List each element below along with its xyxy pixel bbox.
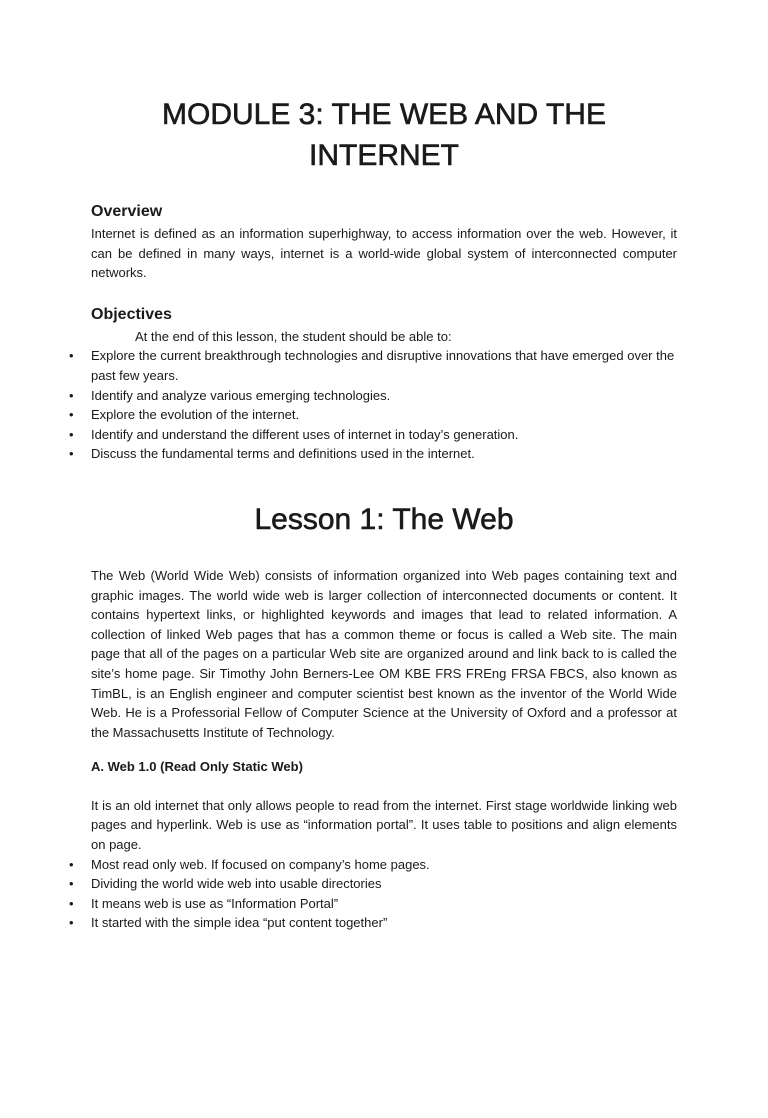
list-item bbox=[69, 444, 677, 464]
overview-heading: Overview bbox=[91, 203, 163, 220]
list-item-text: Explore the evolution of the internet. bbox=[91, 407, 300, 423]
document-page bbox=[0, 94, 768, 1118]
list-item bbox=[69, 386, 677, 406]
list-item-text: Identify and understand the different uses of internet in today’s generation. bbox=[91, 426, 519, 442]
list-item-text: Dividing the world wide web into usable directories bbox=[91, 876, 382, 892]
list-item bbox=[69, 894, 677, 914]
bullet-icon: • bbox=[69, 915, 74, 931]
lesson-title: Lesson 1: The Web bbox=[254, 502, 514, 536]
objectives-list bbox=[69, 346, 677, 464]
list-item bbox=[69, 346, 677, 385]
list-item-text: It started with the simple idea “put content together” bbox=[91, 915, 388, 931]
web1-heading: A. Web 1.0 (Read Only Static Web) bbox=[91, 759, 303, 775]
list-item-text: It means web is use as “Information Portal” bbox=[91, 895, 339, 911]
list-item bbox=[69, 913, 677, 933]
bullet-icon: • bbox=[69, 387, 74, 403]
bullet-icon: • bbox=[69, 446, 74, 462]
bullet-icon: • bbox=[69, 407, 74, 423]
bullet-icon: • bbox=[69, 348, 74, 364]
bullet-icon: • bbox=[69, 895, 74, 911]
list-item-text: Identify and analyze various emerging technologies. bbox=[91, 387, 391, 403]
list-item-text: Discuss the fundamental terms and definitions used in the internet. bbox=[91, 446, 475, 462]
bullet-icon: • bbox=[69, 426, 74, 442]
list-item bbox=[69, 855, 677, 875]
list-item bbox=[69, 425, 677, 445]
objectives-heading: Objectives bbox=[91, 305, 172, 323]
lesson-paragraph: The Web (World Wide Web) consists of information organized into Web pages containing text and graphic images. The world wide web is larger collection of interconnected documents or content. It contains hypertext links, or highlighted keywords and images that lead to related information. A collection of linked Web pages that has a common theme or focus is called a Web site. The main page that all of the pages on a particular Web site are organized around and link back to is called the site’s home page. Sir Timothy John Berners-Lee OM KBE FRS FREng FRSA FBCS, also known as TimBL, is an English engineer and computer scientist best known as the inventor of the World Wide Web. He is a Professorial Fellow of Computer Science at the University of Oxford and a professor at the Massachusetts Institute of Technology. bbox=[91, 567, 677, 740]
list-item bbox=[69, 874, 677, 894]
list-item-text: Explore the current breakthrough technologies and disruptive innovations that have emerged over the past few years. bbox=[91, 348, 675, 383]
web1-paragraph: It is an old internet that only allows people to read from the internet. First stage worldwide linking web pages and hyperlink. Web is use as “information portal”. It uses table to positions and align elements on page. bbox=[91, 797, 677, 853]
list-item bbox=[69, 405, 677, 425]
overview-paragraph: Internet is defined as an information superhighway, to access information over the web. However, it can be defined in many ways, internet is a world-wide global system of interconnected computer networks. bbox=[91, 226, 677, 281]
list-item-text: Most read only web. If focused on company’s home pages. bbox=[91, 856, 430, 872]
web1-list bbox=[69, 855, 677, 933]
bullet-icon: • bbox=[69, 856, 74, 872]
bullet-icon: • bbox=[69, 876, 74, 892]
module-title: MODULE 3: THE WEB AND THE INTERNET bbox=[162, 98, 606, 172]
objectives-intro: At the end of this lesson, the student should be able to: bbox=[135, 328, 452, 344]
